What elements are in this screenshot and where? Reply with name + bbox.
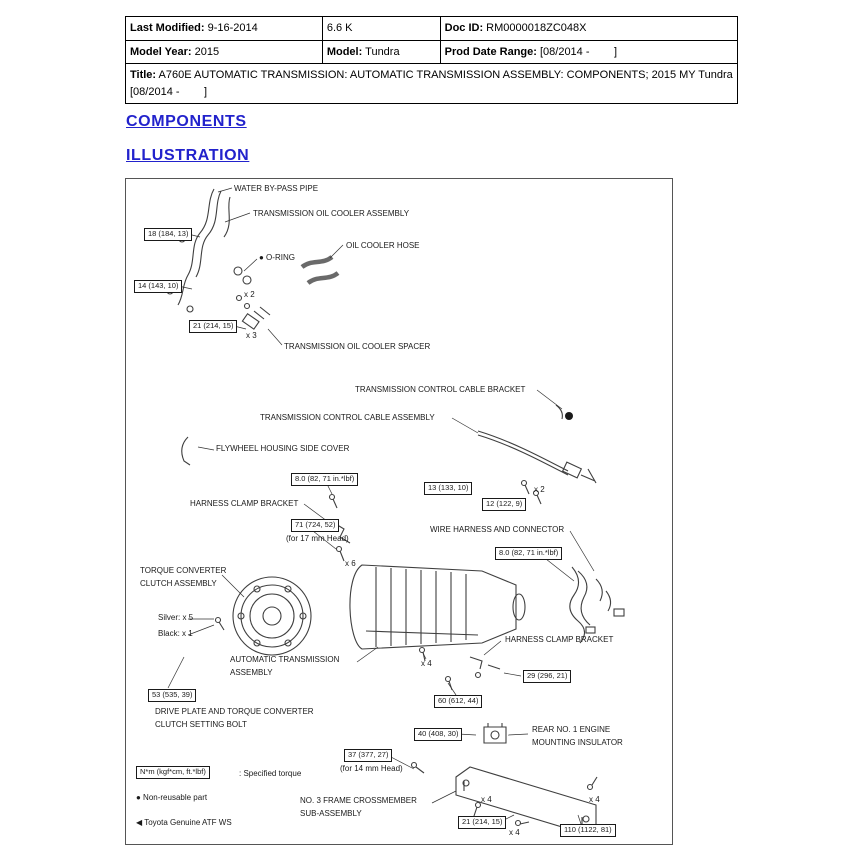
transmission-components-diagram — [125, 178, 673, 845]
torque-spec: 8.0 (82, 71 in.*lbf) — [495, 547, 562, 560]
torque-spec: 29 (296, 21) — [523, 670, 571, 683]
model-label: Model: — [326, 45, 363, 58]
prod-date-label: Prod Date Range: — [444, 45, 537, 58]
diagram-label: NO. 3 FRAME CROSSMEMBER — [300, 796, 417, 805]
quantity-note: x 6 — [345, 559, 356, 568]
legend-torque-text: : Specified torque — [239, 769, 302, 778]
quantity-note: Silver: x 5 — [158, 613, 194, 622]
diagram-label: REAR NO. 1 ENGINE — [532, 725, 611, 734]
components-link[interactable]: COMPONENTS — [126, 113, 247, 130]
diagram-label: ASSEMBLY — [230, 668, 273, 677]
prod-date-value: [08/2014 - ] — [536, 45, 618, 58]
torque-spec: 14 (143, 10) — [134, 280, 182, 293]
table-row — [126, 40, 738, 64]
diagram-label: CLUTCH ASSEMBLY — [140, 579, 217, 588]
quantity-note: x 2 — [534, 485, 545, 494]
illustration-link[interactable]: ILLUSTRATION — [126, 147, 250, 164]
legend-non-reusable: ● Non-reusable part — [136, 793, 208, 802]
model-year-cell — [126, 40, 323, 64]
diagram-label-layer — [126, 179, 672, 844]
legend-torque-unit: N*m (kgf*cm, ft.*lbf) — [136, 766, 210, 779]
torque-spec: 71 (724, 52) — [291, 519, 339, 532]
diagram-label: MOUNTING INSULATOR — [532, 738, 623, 747]
diagram-label: TORQUE CONVERTER — [140, 566, 227, 575]
diagram-label: OIL COOLER HOSE — [346, 241, 420, 250]
torque-spec: 60 (612, 44) — [434, 695, 482, 708]
torque-spec: 53 (535, 39) — [148, 689, 196, 702]
quantity-note: x 3 — [246, 331, 257, 340]
quantity-note: Black: x 1 — [158, 629, 193, 638]
model-cell — [322, 40, 440, 64]
title-cell — [126, 64, 738, 104]
diagram-label: SUB-ASSEMBLY — [300, 809, 362, 818]
last-modified-value: 9-16-2014 — [204, 22, 258, 34]
torque-spec: 37 (377, 27) — [344, 749, 392, 762]
torque-spec: 12 (122, 9) — [482, 498, 526, 511]
torque-spec: 13 (133, 10) — [424, 482, 472, 495]
legend-atf: ◀ Toyota Genuine ATF WS — [136, 818, 232, 827]
label-o-ring: ● O-RING — [259, 253, 295, 262]
prod-date-cell — [440, 40, 737, 64]
model-year-value: 2015 — [191, 45, 220, 58]
diagram-label: HARNESS CLAMP BRACKET — [190, 499, 299, 508]
diagram-label: (for 14 mm Head) — [340, 764, 403, 773]
torque-spec: 21 (214, 15) — [458, 816, 506, 829]
diagram-label: AUTOMATIC TRANSMISSION — [230, 655, 340, 664]
model-year-label: Model Year: — [130, 45, 192, 58]
torque-spec: 8.0 (82, 71 in.*lbf) — [291, 473, 358, 486]
quantity-note: x 4 — [481, 795, 492, 804]
table-row — [126, 17, 738, 41]
torque-spec: 18 (184, 13) — [144, 228, 192, 241]
title-value: A760E AUTOMATIC TRANSMISSION: AUTOMATIC TRANSMISSION ASSEMBLY: COMPONENTS; 2015 MY Tundra [08/2014 - ] — [130, 69, 733, 98]
torque-spec: 21 (214, 15) — [189, 320, 237, 333]
diagram-label: CLUTCH SETTING BOLT — [155, 720, 247, 729]
model-value: Tundra — [362, 45, 400, 58]
last-modified-cell — [126, 17, 323, 41]
doc-info-table — [125, 16, 738, 104]
quantity-note: x 2 — [244, 290, 255, 299]
doc-id-label: Doc ID: — [444, 22, 484, 34]
quantity-note: x 4 — [509, 828, 520, 837]
diagram-label: WIRE HARNESS AND CONNECTOR — [430, 525, 565, 534]
quantity-note: x 4 — [589, 795, 600, 804]
file-size-cell — [322, 17, 440, 41]
diagram-label: HARNESS CLAMP BRACKET — [505, 635, 614, 644]
diagram-label: TRANSMISSION CONTROL CABLE BRACKET — [355, 385, 526, 394]
diagram-label: WATER BY-PASS PIPE — [234, 184, 319, 193]
torque-spec: 110 (1122, 81) — [560, 824, 616, 837]
file-size-value: 6.6 K — [326, 22, 353, 34]
diagram-label: TRANSMISSION CONTROL CABLE ASSEMBLY — [260, 413, 435, 422]
last-modified-label: Last Modified: — [130, 22, 205, 34]
torque-spec: 40 (408, 30) — [414, 728, 462, 741]
diagram-label: DRIVE PLATE AND TORQUE CONVERTER — [155, 707, 314, 716]
diagram-label: TRANSMISSION OIL COOLER SPACER — [284, 342, 431, 351]
quantity-note: x 4 — [421, 659, 432, 668]
table-row — [126, 64, 738, 104]
doc-id-cell — [440, 17, 737, 41]
diagram-label: (for 17 mm Head) — [286, 534, 349, 543]
diagram-label: TRANSMISSION OIL COOLER ASSEMBLY — [253, 209, 410, 218]
title-label: Title: — [130, 69, 157, 81]
doc-id-value: RM0000018ZC048X — [483, 22, 587, 34]
diagram-label: FLYWHEEL HOUSING SIDE COVER — [216, 444, 350, 453]
